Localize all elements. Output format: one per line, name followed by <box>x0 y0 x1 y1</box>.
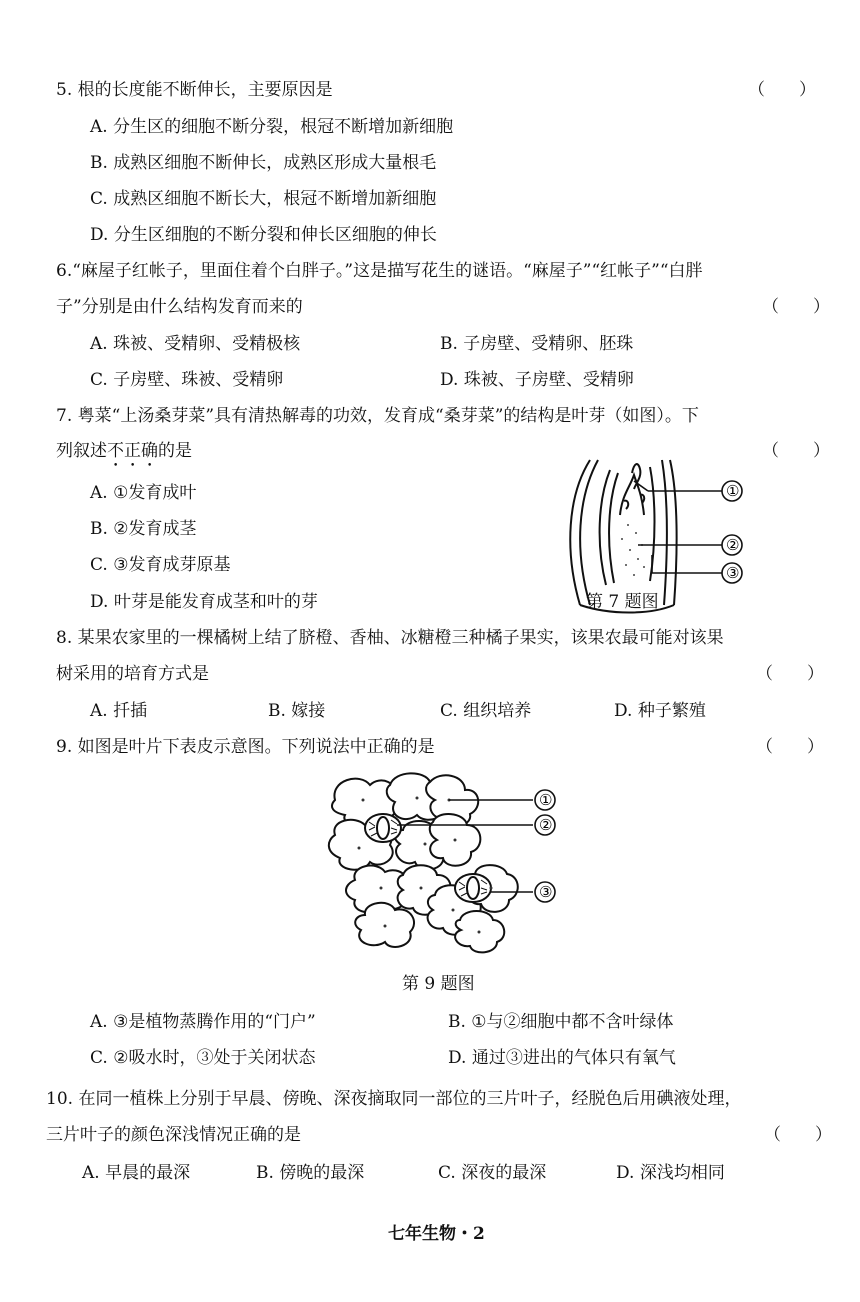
q10-stem-line1: 10. 在同一植株上分别于早晨、傍晚、深夜摘取同一部位的三片叶子，经脱色后用碘液处理， <box>46 1089 742 1109</box>
q8-stem-line1: 8. 某果农家里的一棵橘树上结了脐橙、香柚、冰糖橙三种橘子果实，该果农最可能对该果 <box>56 628 724 648</box>
q7-figure-label-3: ③ <box>726 564 740 582</box>
q8-option-d: D. 种子繁殖 <box>614 701 706 721</box>
q7-option-d: D. 叶芽是能发育成茎和叶的芽 <box>90 592 318 612</box>
q6-option-b: B. 子房壁、受精卵、胚珠 <box>440 334 634 354</box>
q5-option-d: D. 分生区细胞的不断分裂和伸长区细胞的伸长 <box>90 225 437 245</box>
q6-answer-paren: （ ） <box>762 297 830 317</box>
q10-answer-paren: （ ） <box>764 1125 832 1145</box>
q9-figure-label-2: ② <box>539 816 553 834</box>
q9-option-d: D. 通过③进出的气体只有氧气 <box>448 1048 676 1068</box>
q5-answer-paren: （ ） <box>748 80 816 100</box>
q6-stem-line2: 子”分别是由什么结构发育而来的 <box>56 297 303 317</box>
q9-stem: 9. 如图是叶片下表皮示意图。下列说法中正确的是 <box>56 737 435 757</box>
q9-option-c: C. ②吸水时，③处于关闭状态 <box>90 1048 316 1068</box>
q9-option-b: B. ①与②细胞中都不含叶绿体 <box>448 1012 674 1032</box>
q6-option-c: C. 子房壁、珠被、受精卵 <box>90 370 284 390</box>
q8-option-a: A. 扦插 <box>90 701 148 721</box>
q10-stem-line2: 三片叶子的颜色深浅情况正确的是 <box>46 1125 301 1145</box>
q7-figure-caption: 第 7 题图 <box>586 592 659 612</box>
q8-stem-line2: 树采用的培育方式是 <box>56 664 209 684</box>
q8-answer-paren: （ ） <box>756 664 824 684</box>
q9-epidermis-figure <box>325 770 575 955</box>
q6-stem-line1: 6.“麻屋子红帐子，里面住着个白胖子。”这是描写花生的谜语。“麻屋子”“红帐子”“白胖 <box>56 261 703 281</box>
q7-figure-label-1: ① <box>726 482 740 500</box>
q8-option-c: C. 组织培养 <box>440 701 532 721</box>
q7-emphasis-not-correct: 不正确 <box>107 441 158 461</box>
q7-stem-line1: 7. 粤菜“上汤桑芽菜”具有清热解毒的功效，发育成“桑芽菜”的结构是叶芽（如图）。下 <box>56 406 699 426</box>
q9-option-a: A. ③是植物蒸腾作用的“门户” <box>90 1012 316 1032</box>
q9-figure-label-1: ① <box>539 791 553 809</box>
q6-option-a: A. 珠被、受精卵、受精极核 <box>90 334 301 354</box>
q10-option-d: D. 深浅均相同 <box>616 1163 725 1183</box>
q5-option-a: A. 分生区的细胞不断分裂，根冠不断增加新细胞 <box>90 117 454 137</box>
q7-option-c: C. ③发育成芽原基 <box>90 555 231 575</box>
q9-figure-label-3: ③ <box>539 883 553 901</box>
q6-option-d: D. 珠被、子房壁、受精卵 <box>440 370 634 390</box>
q10-option-c: C. 深夜的最深 <box>438 1163 547 1183</box>
q9-figure-caption: 第 9 题图 <box>402 974 475 994</box>
q8-option-b: B. 嫁接 <box>268 701 326 721</box>
q7-answer-paren: （ ） <box>762 441 830 461</box>
q5-option-c: C. 成熟区细胞不断长大，根冠不断增加新细胞 <box>90 189 437 209</box>
q7-option-b: B. ②发育成茎 <box>90 519 197 539</box>
q5-option-b: B. 成熟区细胞不断伸长，成熟区形成大量根毛 <box>90 153 437 173</box>
q10-option-a: A. 早晨的最深 <box>82 1163 191 1183</box>
q7-stem-line2: 列叙述不正确的是 <box>56 441 192 461</box>
q7-option-a: A. ①发育成叶 <box>90 483 197 503</box>
page-footer: 七年生物・2 <box>388 1224 485 1244</box>
q5-stem: 5. 根的长度能不断伸长，主要原因是 <box>56 80 333 100</box>
q9-answer-paren: （ ） <box>756 737 824 757</box>
q10-option-b: B. 傍晚的最深 <box>256 1163 365 1183</box>
q7-figure-label-2: ② <box>726 536 740 554</box>
